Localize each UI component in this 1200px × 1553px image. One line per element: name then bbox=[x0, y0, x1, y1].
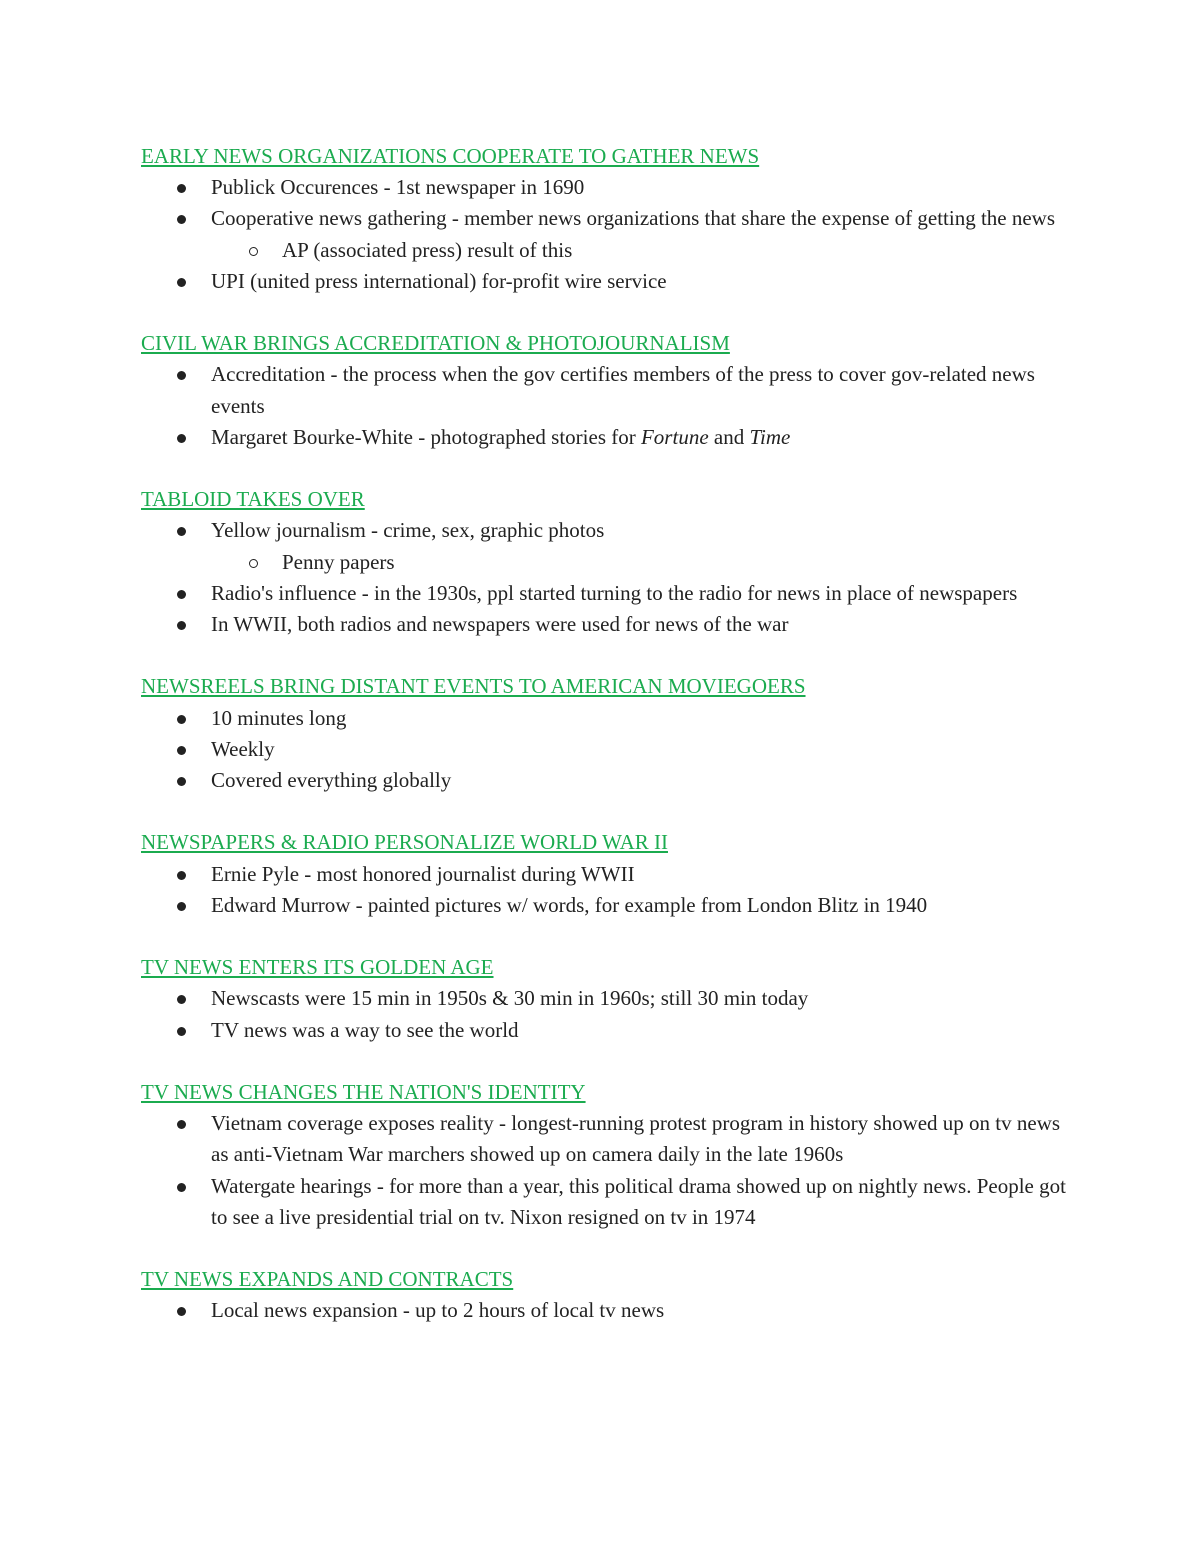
bullet-list bbox=[141, 703, 1071, 797]
list-item: In WWII, both radios and newspapers were used for news of the war bbox=[141, 609, 1071, 640]
section-golden-age bbox=[141, 952, 1071, 1046]
bullet-list bbox=[141, 172, 1071, 297]
list-item: Vietnam coverage exposes reality - longest-running protest program in history showed up on tv news as anti-Vietnam War marchers showed up on camera daily in the late 1960s bbox=[141, 1108, 1071, 1170]
section-tabloid bbox=[141, 484, 1071, 640]
bullet-list bbox=[141, 359, 1071, 453]
bullet-list bbox=[141, 1295, 1071, 1326]
notes-content bbox=[141, 141, 1071, 1327]
section-heading: EARLY NEWS ORGANIZATIONS COOPERATE TO GATHER NEWS bbox=[141, 144, 760, 168]
section-heading: TV NEWS ENTERS ITS GOLDEN AGE bbox=[141, 955, 494, 980]
list-item: Covered everything globally bbox=[141, 765, 1071, 796]
list-item: Publick Occurences - 1st newspaper in 1690 bbox=[141, 172, 1071, 203]
list-item: TV news was a way to see the world bbox=[141, 1015, 1071, 1046]
bullet-list bbox=[141, 1108, 1071, 1233]
item-text: Margaret Bourke-White - photographed stories for bbox=[211, 424, 641, 449]
item-text: and bbox=[708, 424, 750, 449]
section-heading: TV NEWS CHANGES THE NATION'S IDENTITY bbox=[141, 1080, 586, 1104]
list-item: 10 minutes long bbox=[141, 703, 1071, 734]
list-item: Edward Murrow - painted pictures w/ words, for example from London Blitz in 1940 bbox=[141, 890, 1071, 921]
sub-list-item: AP (associated press) result of this bbox=[141, 235, 1071, 266]
list-item: Radio's influence - in the 1930s, ppl started turning to the radio for news in place of newspapers bbox=[141, 578, 1071, 609]
section-wwii bbox=[141, 827, 1071, 921]
list-item: Watergate hearings - for more than a year, this political drama showed up on nightly news. People got to see a live presidential trial on tv. Nixon resigned on tv in 1974 bbox=[141, 1171, 1071, 1233]
bullet-list bbox=[141, 983, 1071, 1045]
list-item: Yellow journalism - crime, sex, graphic photos bbox=[141, 515, 1071, 546]
section-civil-war bbox=[141, 328, 1071, 453]
sub-list-item: Penny papers bbox=[141, 547, 1071, 578]
section-heading: NEWSREELS BRING DISTANT EVENTS TO AMERICAN MOVIEGOERS bbox=[141, 674, 806, 699]
section-heading: TABLOID TAKES OVER bbox=[141, 487, 365, 512]
list-item: Newscasts were 15 min in 1950s & 30 min in 1960s; still 30 min today bbox=[141, 983, 1071, 1014]
publication-title: Fortune bbox=[640, 424, 709, 449]
section-early-news bbox=[141, 141, 1071, 297]
list-item: UPI (united press international) for-profit wire service bbox=[141, 266, 1071, 297]
section-identity bbox=[141, 1077, 1071, 1233]
section-heading: NEWSPAPERS & RADIO PERSONALIZE WORLD WAR II bbox=[141, 830, 668, 855]
list-item: Cooperative news gathering - member news organizations that share the expense of getting the news bbox=[141, 203, 1071, 234]
section-heading: CIVIL WAR BRINGS ACCREDITATION & PHOTOJOURNALISM bbox=[141, 331, 730, 356]
list-item bbox=[141, 422, 1071, 453]
publication-title: Time bbox=[749, 424, 791, 449]
bullet-list bbox=[141, 859, 1071, 921]
section-newsreels bbox=[141, 671, 1071, 796]
list-item: Ernie Pyle - most honored journalist during WWII bbox=[141, 859, 1071, 890]
section-expands bbox=[141, 1264, 1071, 1326]
list-item: Weekly bbox=[141, 734, 1071, 765]
list-item: Accreditation - the process when the gov certifies members of the press to cover gov-related news events bbox=[141, 359, 1071, 421]
list-item: Local news expansion - up to 2 hours of local tv news bbox=[141, 1295, 1071, 1326]
section-heading: TV NEWS EXPANDS AND CONTRACTS bbox=[141, 1267, 514, 1292]
bullet-list bbox=[141, 515, 1071, 640]
